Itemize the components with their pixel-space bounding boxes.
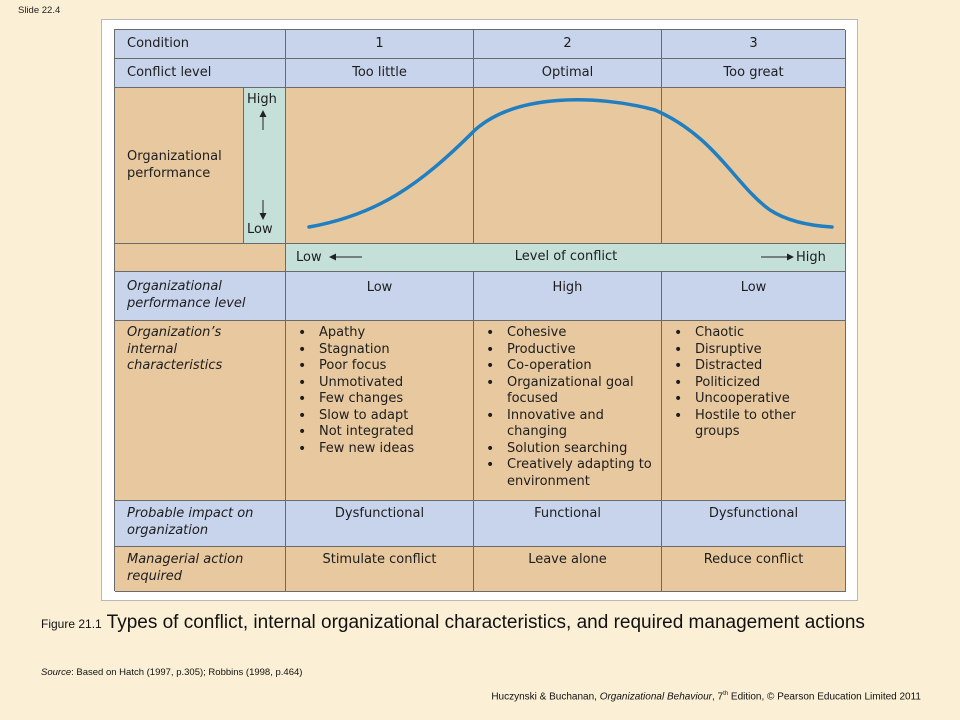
characteristic-item: • Productive xyxy=(486,342,661,359)
characteristic-item: • Uncooperative xyxy=(674,391,825,408)
characteristic-item: • Co-operation xyxy=(486,358,661,375)
action-col-3: Reduce conflict xyxy=(662,547,846,592)
figure-caption xyxy=(41,610,921,637)
performance-label-text: Organizational performance xyxy=(127,149,222,181)
characteristic-item: • Apathy xyxy=(298,325,473,342)
internal-list-col-3 xyxy=(662,321,845,441)
characteristic-item: • Few changes xyxy=(298,391,473,408)
credit-edition-sup: th xyxy=(723,691,729,697)
level-of-conflict-axis xyxy=(286,244,846,272)
impact-label: Probable impact on organization xyxy=(115,501,286,547)
conflict-table xyxy=(114,29,845,591)
characteristic-item: • Hostile to other groups xyxy=(674,408,825,441)
internal-list-col-1 xyxy=(286,321,473,457)
credit-authors: Huczynski & Buchanan, xyxy=(491,691,600,703)
characteristic-item: • Creatively adapting to environment xyxy=(486,457,661,490)
characteristic-item: • Not integrated xyxy=(298,424,473,441)
figure-number: Figure 21.1 xyxy=(41,617,102,631)
characteristic-item: • Unmotivated xyxy=(298,375,473,392)
characteristic-item: • Solution searching xyxy=(486,441,661,458)
action-col-1: Stimulate conflict xyxy=(286,547,474,592)
condition-col-2: 2 xyxy=(474,30,662,59)
conflict-level-col-2: Optimal xyxy=(474,59,662,88)
impact-col-1: Dysfunctional xyxy=(286,501,474,547)
performance-level-col-2: High xyxy=(474,272,662,321)
characteristic-item: • Slow to adapt xyxy=(298,408,473,425)
performance-level-label: Organizational performance level xyxy=(115,272,286,321)
performance-level-col-1: Low xyxy=(286,272,474,321)
characteristic-item: • Innovative and changing xyxy=(486,408,661,441)
condition-label: Condition xyxy=(115,30,286,59)
internal-col-1 xyxy=(286,321,474,501)
credit-edition-post: Edition, © Pearson Education Limited 2011 xyxy=(728,691,921,703)
condition-col-3: 3 xyxy=(662,30,846,59)
slide-number: Slide 22.4 xyxy=(18,5,61,16)
characteristic-item: • Disruptive xyxy=(674,342,825,359)
credit-book-title: Organizational Behaviour xyxy=(599,691,712,703)
characteristic-item: • Organizational goal focused xyxy=(486,375,661,408)
conflict-level-col-3: Too great xyxy=(662,59,846,88)
source-label: Source xyxy=(41,667,72,678)
characteristic-item: • Few new ideas xyxy=(298,441,473,458)
conflict-level-col-1: Too little xyxy=(286,59,474,88)
characteristic-item: • Cohesive xyxy=(486,325,661,342)
characteristic-item: • Politicized xyxy=(674,375,825,392)
internal-col-2 xyxy=(474,321,662,501)
characteristic-item: • Distracted xyxy=(674,358,825,375)
impact-col-2: Functional xyxy=(474,501,662,547)
book-credit xyxy=(491,691,921,702)
axis-label: Level of conflict xyxy=(514,249,618,264)
figure-title: Types of conflict, internal organizational characteristics, and required management actions xyxy=(106,612,865,633)
condition-col-1: 1 xyxy=(286,30,474,59)
internal-list-col-2 xyxy=(474,321,661,490)
action-col-2: Leave alone xyxy=(474,547,662,592)
axis-row-spacer xyxy=(115,244,286,272)
characteristic-item: • Poor focus xyxy=(298,358,473,375)
performance-level-col-3: Low xyxy=(662,272,846,321)
performance-low-label: Low xyxy=(247,222,273,237)
source-text: : Based on Hatch (1997, p.305); Robbins (1998, p.464) xyxy=(71,667,303,678)
characteristic-item: • Chaotic xyxy=(674,325,825,342)
impact-col-3: Dysfunctional xyxy=(662,501,846,547)
conflict-level-label: Conflict level xyxy=(115,59,286,88)
axis-high-label: High xyxy=(796,250,826,265)
characteristic-item: • Stagnation xyxy=(298,342,473,359)
performance-high-label: High xyxy=(247,92,277,107)
internal-characteristics-label: Organization’s internal characteristics xyxy=(115,321,286,501)
figure-source xyxy=(41,667,302,678)
internal-col-3 xyxy=(662,321,846,501)
axis-low-label: Low xyxy=(296,250,322,265)
credit-edition-pre: , 7 xyxy=(712,691,724,703)
action-label: Managerial action required xyxy=(115,547,286,592)
